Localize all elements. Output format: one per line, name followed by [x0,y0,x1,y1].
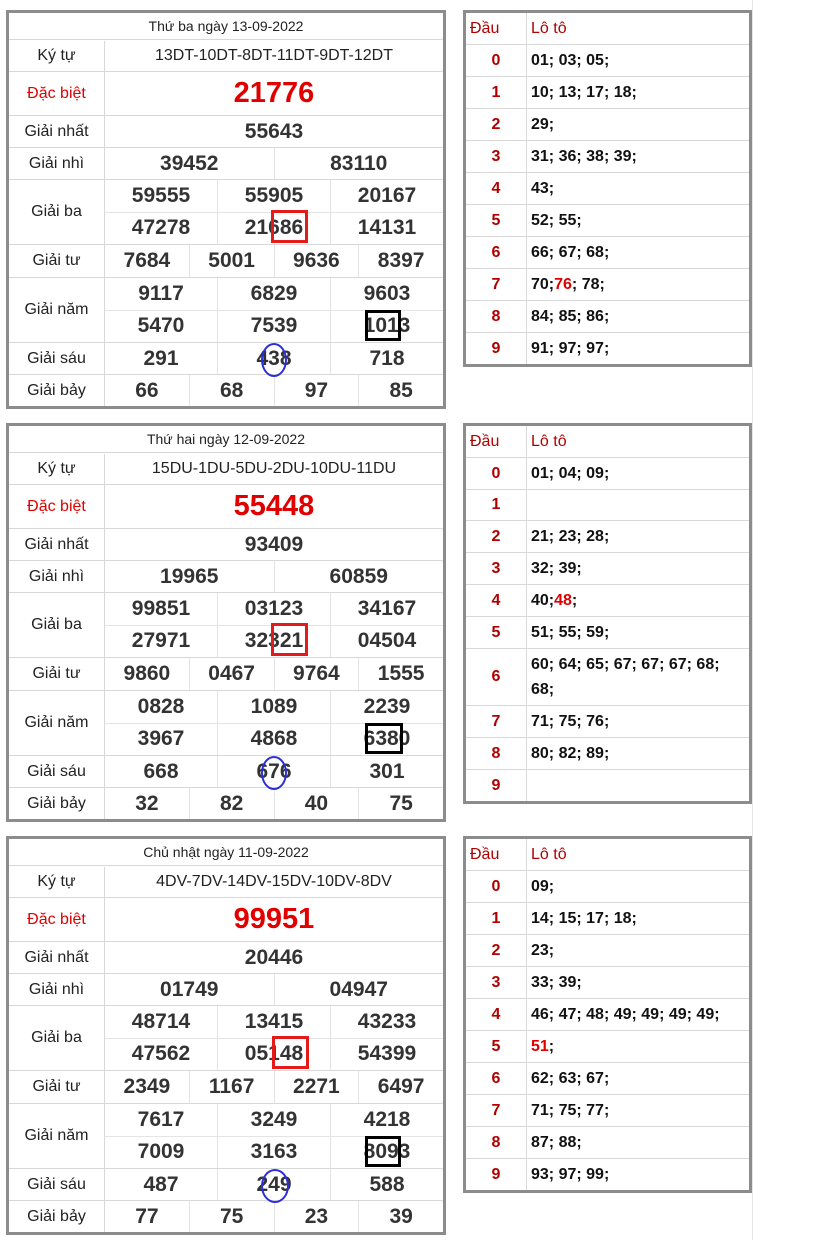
loto-table [463,423,752,804]
prize-number: 01749 [160,977,219,1001]
loto-values [527,1031,749,1062]
page-divider [752,0,753,1240]
loto-row [466,521,749,553]
label-giai-bay: Giải bảy [9,1201,105,1232]
prize-number: 1167 [189,1071,274,1103]
prize-number: 668 [143,759,179,783]
loto-text: ; [571,592,578,609]
prize-number: 718 [330,343,443,374]
prize-number: 9636 [274,245,359,277]
prize-number: 0467 [189,658,274,690]
loto-row [466,617,749,649]
result-title: Chủ nhật ngày 11-09-2022 [9,839,443,866]
prize-number: 4868 [217,724,330,756]
dau-digit: 6 [466,237,527,268]
loto-row [466,967,749,999]
loto-row [466,458,749,490]
prize-number: 4218 [330,1104,443,1136]
loto-row [466,237,749,269]
loto-text: 71; 75; 76; [531,713,610,730]
label-giai-ba: Giải ba [9,593,105,657]
prize-number: 2271 [274,1071,359,1103]
loto-row [466,301,749,333]
loto-values [527,1159,749,1190]
row-dac-biet [9,898,443,942]
prize-number: 99851 [131,596,191,620]
prize-number: 8397 [358,245,443,277]
prize-number: 438 [217,343,330,374]
loto-values [527,649,749,705]
loto-text: 87; 88; [531,1134,582,1151]
dau-digit: 1 [466,903,527,934]
row-giai-nam [9,691,443,756]
loto-header [466,13,749,45]
prize-number: 75 [358,788,443,819]
label-dac-biet: Đặc biệt [9,898,105,941]
prize-number: 21686 [217,213,330,245]
ky-tu-value: 15DU-1DU-5DU-2DU-10DU-11DU [151,460,397,477]
loto-values [527,871,749,902]
label-giai-sau: Giải sáu [9,756,105,787]
label-giai-ba: Giải ba [9,1006,105,1070]
dau-digit: 7 [466,706,527,737]
row-ky-tu [9,454,443,485]
prize-number: 588 [330,1169,443,1200]
dau-digit: 2 [466,521,527,552]
label-giai-sau: Giải sáu [9,1169,105,1200]
ky-tu-value: 13DT-10DT-8DT-11DT-9DT-12DT [155,47,393,64]
loto-text: 14; 15; 17; 18; [531,910,637,927]
loto-values [527,301,749,332]
dac-biet-value: 99951 [233,903,315,935]
result-block-1 [6,419,752,822]
row-dac-biet [9,485,443,529]
loto-text: 29; [531,116,555,133]
dau-digit: 9 [466,770,527,801]
loto-header-label: Lô tô [531,433,567,450]
loto-text: 43; [531,180,555,197]
loto-values [527,521,749,552]
label-giai-tu: Giải tư [9,1071,105,1103]
loto-values [527,205,749,236]
loto-row [466,738,749,770]
loto-values [527,237,749,268]
prize-number: 03123 [217,593,330,625]
prize-number: 2239 [330,691,443,723]
loto-values [527,45,749,76]
loto-row [466,585,749,617]
prize-number: 8093 [330,1137,443,1169]
dau-digit: 7 [466,269,527,300]
loto-header [466,426,749,458]
row-giai-bay [9,1201,443,1232]
loto-row [466,141,749,173]
row-giai-bay [9,375,443,406]
dau-header: Đầu [466,13,527,44]
dau-digit: 3 [466,967,527,998]
loto-values [527,967,749,998]
prize-number: 3249 [217,1104,330,1136]
prize-number: 3163 [217,1137,330,1169]
loto-text: 62; 63; 67; [531,1070,610,1087]
dau-header: Đầu [466,839,527,870]
row-giai-ba [9,180,443,245]
row-giai-nam [9,1104,443,1169]
prize-number: 59555 [131,183,191,207]
prize-number: 55905 [217,180,330,212]
dau-digit: 0 [466,45,527,76]
prize-number: 05148 [217,1039,330,1071]
ky-tu-value: 4DV-7DV-14DV-15DV-10DV-8DV [156,873,392,890]
row-giai-nhi [9,561,443,593]
prize-number: 1555 [358,658,443,690]
label-giai-nhi: Giải nhì [9,974,105,1005]
dau-digit: 2 [466,935,527,966]
loto-row [466,649,749,706]
dau-digit: 5 [466,617,527,648]
loto-text: 23; [531,942,555,959]
loto-values [527,1063,749,1094]
row-ky-tu [9,41,443,72]
prize-number: 6497 [358,1071,443,1103]
loto-values [527,333,749,364]
row-giai-bay [9,788,443,819]
loto-row [466,903,749,935]
loto-row [466,1063,749,1095]
loto-values [527,173,749,204]
loto-text: 33; 39; [531,974,582,991]
result-block-2 [6,832,752,1235]
loto-values [527,770,749,801]
prize-number: 14131 [330,213,443,245]
prize-number: 7617 [137,1107,185,1131]
prize-number: 66 [135,378,159,402]
prize-number: 9764 [274,658,359,690]
dau-digit: 8 [466,738,527,769]
result-table [6,10,446,409]
prize-number: 3967 [137,727,185,751]
row-giai-sau [9,756,443,788]
loto-text: 09; [531,878,555,895]
prize-number: 32 [135,791,159,815]
loto-values [527,553,749,584]
loto-text: 91; 97; 97; [531,340,610,357]
prize-number: 20446 [244,945,304,969]
prize-number: 9117 [138,281,184,305]
dau-digit: 0 [466,458,527,489]
loto-values [527,585,749,616]
label-giai-nam: Giải năm [9,1104,105,1168]
loto-row [466,1127,749,1159]
dau-digit: 2 [466,109,527,140]
loto-row [466,770,749,801]
loto-row [466,45,749,77]
loto-row [466,935,749,967]
label-giai-tu: Giải tư [9,245,105,277]
loto-text: 51; 55; 59; [531,624,610,641]
prize-number: 5001 [189,245,274,277]
label-giai-tu: Giải tư [9,658,105,690]
row-giai-tu [9,245,443,278]
label-dac-biet: Đặc biệt [9,485,105,528]
loto-values [527,490,749,520]
prize-number: 6829 [217,278,330,310]
row-ky-tu [9,867,443,898]
prize-number: 7009 [137,1140,185,1164]
prize-number: 291 [143,346,179,370]
dau-digit: 4 [466,173,527,204]
result-block-0 [6,6,752,409]
row-giai-nhi [9,974,443,1006]
label-giai-ba: Giải ba [9,180,105,244]
prize-number: 27971 [131,629,191,653]
prize-number: 75 [189,1201,274,1232]
loto-text: 40; [531,592,555,609]
prize-number: 48714 [131,1009,191,1033]
loto-text: 60; 64; 65; 67; 67; 67; 68; 68; [531,656,720,698]
loto-values [527,706,749,737]
loto-values [527,617,749,648]
loto-values [527,458,749,489]
prize-number: 249 [217,1169,330,1200]
loto-text: 21; 23; 28; [531,528,610,545]
prize-number: 6380 [330,724,443,756]
prize-number: 54399 [330,1039,443,1071]
result-title: Thứ hai ngày 12-09-2022 [9,426,443,453]
loto-table [463,10,752,367]
dau-digit: 9 [466,333,527,364]
loto-text: 93; 97; 99; [531,1166,610,1183]
prize-number: 85 [358,375,443,406]
loto-values [527,935,749,966]
loto-values [527,1127,749,1158]
label-giai-nam: Giải năm [9,691,105,755]
loto-values [527,738,749,769]
prize-number: 93409 [244,532,304,556]
row-giai-ba [9,593,443,658]
dau-digit: 5 [466,205,527,236]
loto-highlight: 51 [531,1038,549,1055]
loto-text: 71; 75; 77; [531,1102,610,1119]
label-giai-nhat: Giải nhất [9,116,105,147]
prize-number: 43233 [330,1006,443,1038]
loto-row [466,553,749,585]
loto-row [466,109,749,141]
loto-row [466,490,749,521]
prize-number: 676 [217,756,330,787]
loto-values [527,269,749,300]
label-giai-nam: Giải năm [9,278,105,342]
dau-digit: 4 [466,585,527,616]
loto-header-label: Lô tô [531,846,567,863]
prize-number: 0828 [137,694,185,718]
loto-text: 01; 03; 05; [531,52,610,69]
prize-number: 04947 [274,974,444,1005]
prize-number: 83110 [274,148,444,179]
row-giai-sau [9,343,443,375]
prize-number: 5470 [137,314,185,338]
prize-number: 47278 [131,216,191,240]
prize-number: 55643 [244,119,304,143]
loto-text: ; 78; [571,276,605,293]
prize-number: 40 [274,788,359,819]
loto-table [463,836,752,1193]
prize-number: 23 [274,1201,359,1232]
prize-number: 9860 [123,662,171,685]
prize-number: 2349 [123,1075,171,1098]
dau-header: Đầu [466,426,527,457]
loto-text: 70; [531,276,555,293]
loto-values [527,109,749,140]
loto-row [466,269,749,301]
loto-row [466,173,749,205]
dau-digit: 6 [466,1063,527,1094]
loto-row [466,706,749,738]
prize-number: 04504 [330,626,443,658]
loto-row [466,871,749,903]
dac-biet-value: 21776 [233,77,315,109]
loto-values [527,999,749,1030]
prize-number: 487 [143,1172,179,1196]
row-giai-tu [9,1071,443,1104]
dau-digit: 8 [466,1127,527,1158]
prize-number: 301 [330,756,443,787]
loto-text: 31; 36; 38; 39; [531,148,637,165]
label-giai-sau: Giải sáu [9,343,105,374]
label-giai-nhat: Giải nhất [9,529,105,560]
prize-number: 7539 [217,311,330,343]
loto-header-label: Lô tô [531,20,567,37]
prize-number: 68 [189,375,274,406]
prize-number: 9603 [330,278,443,310]
dau-digit: 1 [466,77,527,108]
loto-text: 80; 82; 89; [531,745,610,762]
row-giai-nam [9,278,443,343]
prize-number: 32321 [217,626,330,658]
loto-row [466,1095,749,1127]
prize-number: 20167 [330,180,443,212]
row-giai-sau [9,1169,443,1201]
dau-digit: 5 [466,1031,527,1062]
label-giai-nhat: Giải nhất [9,942,105,973]
prize-number: 97 [274,375,359,406]
loto-row [466,77,749,109]
result-table [6,836,446,1235]
loto-text: 01; 04; 09; [531,465,610,482]
loto-text: 84; 85; 86; [531,308,610,325]
loto-text: 32; 39; [531,560,582,577]
row-dac-biet [9,72,443,116]
loto-text: ; [548,1038,555,1055]
loto-row [466,1031,749,1063]
label-giai-nhi: Giải nhì [9,148,105,179]
row-giai-tu [9,658,443,691]
loto-highlight: 76 [554,276,572,293]
dau-digit: 7 [466,1095,527,1126]
prize-number: 82 [189,788,274,819]
loto-row [466,205,749,237]
prize-number: 7684 [123,249,171,272]
loto-text: 52; 55; [531,212,582,229]
loto-text: 10; 13; 17; 18; [531,84,637,101]
prize-number: 1089 [217,691,330,723]
prize-number: 34167 [330,593,443,625]
prize-number: 19965 [160,564,219,588]
loto-values [527,903,749,934]
dau-digit: 1 [466,490,527,520]
loto-header [466,839,749,871]
row-giai-nhat [9,942,443,974]
loto-row [466,1159,749,1190]
loto-values [527,1095,749,1126]
label-ky-tu: Ký tự [9,454,105,484]
loto-values [527,77,749,108]
loto-row [466,333,749,364]
dau-digit: 4 [466,999,527,1030]
row-giai-nhi [9,148,443,180]
prize-number: 77 [135,1204,159,1228]
dau-digit: 3 [466,141,527,172]
dau-digit: 0 [466,871,527,902]
row-giai-nhat [9,529,443,561]
row-giai-ba [9,1006,443,1071]
dau-digit: 8 [466,301,527,332]
prize-number: 1013 [330,311,443,343]
loto-values [527,141,749,172]
prize-number: 60859 [274,561,444,592]
label-giai-bay: Giải bảy [9,788,105,819]
label-giai-bay: Giải bảy [9,375,105,406]
label-giai-nhi: Giải nhì [9,561,105,592]
loto-highlight: 48 [554,592,572,609]
prize-number: 13415 [217,1006,330,1038]
loto-row [466,999,749,1031]
prize-number: 47562 [131,1042,191,1066]
result-table [6,423,446,822]
result-title: Thứ ba ngày 13-09-2022 [9,13,443,40]
label-dac-biet: Đặc biệt [9,72,105,115]
prize-number: 39 [358,1201,443,1232]
dau-digit: 9 [466,1159,527,1190]
label-ky-tu: Ký tự [9,867,105,897]
prize-number: 39452 [160,151,219,175]
loto-text: 66; 67; 68; [531,244,610,261]
dau-digit: 3 [466,553,527,584]
label-ky-tu: Ký tự [9,41,105,71]
row-giai-nhat [9,116,443,148]
dau-digit: 6 [466,649,527,705]
dac-biet-value: 55448 [233,490,315,522]
loto-text: 46; 47; 48; 49; 49; 49; 49; [531,1006,720,1023]
